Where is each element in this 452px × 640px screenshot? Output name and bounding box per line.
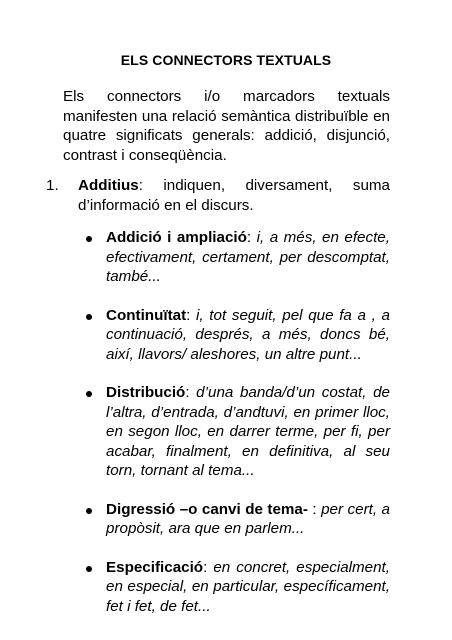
bullet-examples: per cert, a propòsit, ara que en parlem... xyxy=(106,500,390,537)
bullet-icon xyxy=(86,314,92,320)
bullet-term: Addició i ampliació xyxy=(106,229,247,246)
bullet-separator: : xyxy=(307,500,322,518)
intro-paragraph: Els connectors i/o marcadors textuals manifesten una relació semàntica distribuïble en quatre significats generals: addició, disjunció, contrast i conseqüència. xyxy=(63,88,390,164)
bullet-separator: : xyxy=(203,558,214,576)
connector-list xyxy=(86,228,390,635)
list-item-distribucio xyxy=(86,383,390,481)
section-additius xyxy=(46,176,390,215)
document-title: ELS CONNECTORS TEXTUALS xyxy=(120,52,332,68)
bullet-icon xyxy=(86,236,92,242)
bullet-icon xyxy=(86,508,92,514)
bullet-examples: i, a més, en efecte, efectivament, certament, per descomptat, també... xyxy=(106,229,390,285)
bullet-term: Distribució xyxy=(106,384,186,401)
bullet-examples: i, tot seguit, pel que fa a , a continuació, després, a més, doncs bé, així, llavors/ aleshores, un altre punt... xyxy=(106,306,390,363)
bullet-icon xyxy=(86,566,92,572)
bullet-term: Especificació xyxy=(106,558,204,576)
bullet-icon xyxy=(86,391,92,397)
bullet-term: Digressió –o canvi de tema- xyxy=(106,500,308,518)
section-number: 1. xyxy=(46,177,59,194)
bullet-term: Continuïtat xyxy=(106,306,187,324)
section-term: Additius xyxy=(78,177,139,194)
bullet-separator: : xyxy=(186,306,197,324)
bullet-separator: : xyxy=(185,384,197,401)
bullet-separator: : xyxy=(246,229,257,246)
list-item-addicio xyxy=(86,228,390,287)
section-text: : indiquen, diversament, suma d’informació en el discurs. xyxy=(78,177,390,214)
list-item-continuitat xyxy=(86,306,390,365)
list-item-digressio xyxy=(86,500,390,539)
list-item-especificacio xyxy=(86,558,390,617)
bullet-examples: en concret, especialment, en especial, en particular, específicament, fet i fet, de fet... xyxy=(106,558,390,615)
bullet-examples: d’una banda/d’un costat, de l’altra, d’entrada, d’andtuvi, en primer lloc, en segon lloc, en darrer terme, per fi, per acabar, finalment, en definitiva, al seu torn, tornant al tema... xyxy=(106,384,390,479)
